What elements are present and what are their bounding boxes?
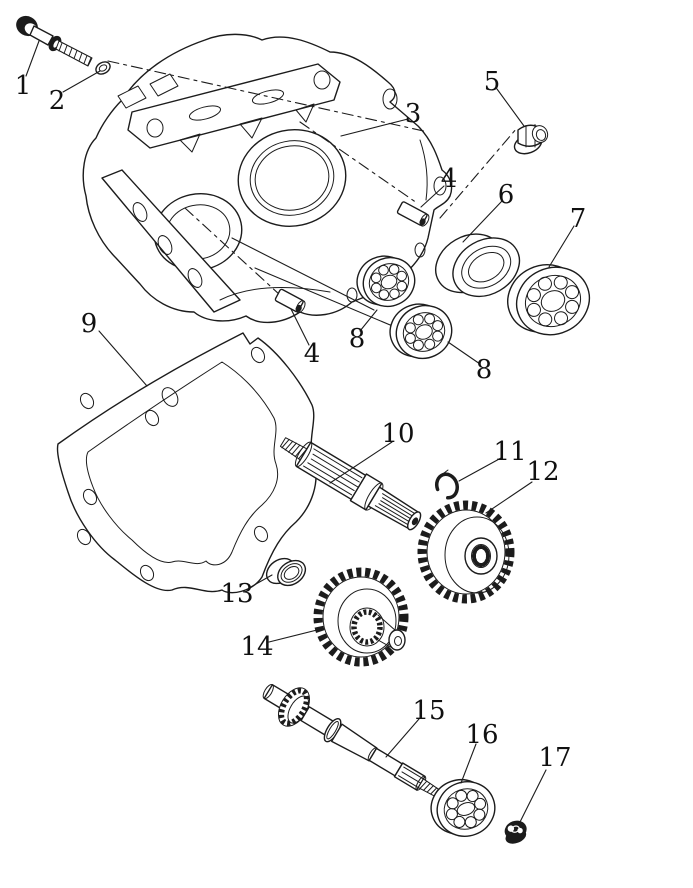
- callout-11: 11: [493, 437, 527, 467]
- washer-outer: [94, 59, 112, 76]
- callout-14: 14: [240, 632, 274, 662]
- part-circlip: [433, 470, 460, 501]
- part-flange-nut: [512, 123, 550, 157]
- part-nut: [501, 818, 529, 845]
- gear-hub: [465, 538, 497, 574]
- callout-1: 1: [14, 71, 32, 101]
- callout-10: 10: [381, 419, 415, 449]
- callout-3: 3: [404, 99, 422, 129]
- callout-12: 12: [526, 457, 560, 487]
- part-counter-gear: [313, 567, 409, 667]
- callout-16: 16: [465, 720, 499, 750]
- part-output-shaft: [254, 672, 447, 811]
- pinion-end: [389, 630, 405, 650]
- callout-5: 5: [483, 67, 501, 97]
- callout-13: 13: [220, 579, 254, 609]
- leader-14: [269, 629, 321, 642]
- part-flange-bolt: [13, 13, 92, 66]
- part-final-gear: [416, 499, 516, 605]
- callout-7: 7: [569, 204, 587, 234]
- leader-12: [486, 482, 532, 513]
- leader-17: [519, 770, 546, 824]
- callout-2: 2: [48, 86, 66, 116]
- callout-8-lower: 8: [475, 355, 493, 385]
- leader-5: [497, 89, 524, 126]
- callout-15: 15: [412, 696, 446, 726]
- callout-4-lower: 4: [303, 339, 321, 369]
- callout-6: 6: [497, 180, 515, 210]
- gasket-hole: [78, 391, 96, 411]
- gasket-outline: [57, 333, 316, 593]
- callout-9: 9: [80, 309, 98, 339]
- part-gasket: [57, 333, 320, 593]
- part-ball-bearing-small: [423, 770, 502, 846]
- callout-17: 17: [538, 743, 572, 773]
- circlip-ring: [433, 471, 460, 500]
- callout-4-upper: 4: [440, 164, 458, 194]
- leader-9: [99, 331, 147, 386]
- leader-2: [63, 71, 100, 92]
- part-washer: [94, 59, 112, 76]
- callout-8-upper: 8: [348, 324, 366, 354]
